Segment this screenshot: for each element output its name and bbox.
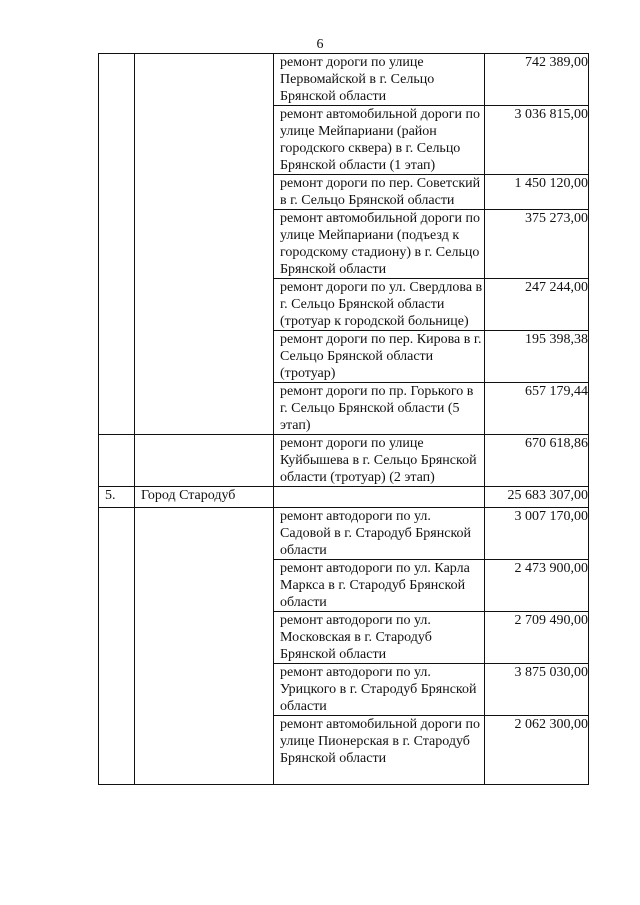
- work-description: ремонт дороги по улице Куйбышева в г. Сельцо Брянской области (тротуар) (2 этап): [274, 435, 485, 487]
- row-number-cell: [99, 508, 135, 785]
- work-description: ремонт автомобильной дороги по улице Мейпариани (район городского сквера) в г. Сельцо Брянской области (1 этап): [274, 106, 485, 175]
- municipality-cell: [135, 435, 274, 487]
- amount-cell: 1 450 120,00: [485, 175, 589, 210]
- amount-cell: 742 389,00: [485, 54, 589, 106]
- table-row: [99, 435, 589, 487]
- work-description: ремонт дороги по пер. Советский в г. Сельцо Брянской области: [274, 175, 485, 210]
- amount-cell: 247 244,00: [485, 279, 589, 331]
- work-description: [274, 487, 485, 508]
- table-row: [99, 508, 589, 560]
- amount-cell: 2 709 490,00: [485, 612, 589, 664]
- amount-cell: 3 875 030,00: [485, 664, 589, 716]
- road-repair-table: [98, 53, 589, 785]
- work-description: ремонт автодороги по ул. Карла Маркса в г. Стародуб Брянской области: [274, 560, 485, 612]
- amount-cell: 670 618,86: [485, 435, 589, 487]
- amount-cell: 657 179,44: [485, 383, 589, 435]
- work-description: ремонт автодороги по ул. Урицкого в г. Стародуб Брянской области: [274, 664, 485, 716]
- amount-cell: 195 398,38: [485, 331, 589, 383]
- amount-cell: 3 036 815,00: [485, 106, 589, 175]
- work-description: ремонт автодороги по ул. Садовой в г. Стародуб Брянской области: [274, 508, 485, 560]
- work-description: ремонт автомобильной дороги по улице Пионерская в г. Стародуб Брянской области: [274, 716, 485, 785]
- work-description: ремонт дороги по пер. Кирова в г. Сельцо Брянской области (тротуар): [274, 331, 485, 383]
- row-number-cell: [99, 54, 135, 435]
- municipality-cell: [135, 54, 274, 435]
- amount-cell: 375 273,00: [485, 210, 589, 279]
- work-description: ремонт автодороги по ул. Московская в г. Стародуб Брянской области: [274, 612, 485, 664]
- section-total-amount: 25 683 307,00: [485, 487, 589, 508]
- row-number-cell: [99, 435, 135, 487]
- amount-cell: 2 062 300,00: [485, 716, 589, 785]
- work-description: ремонт автомобильной дороги по улице Мейпариани (подъезд к городскому стадиону) в г. Сельцо Брянской области: [274, 210, 485, 279]
- amount-cell: 3 007 170,00: [485, 508, 589, 560]
- section-name: Город Стародуб: [135, 487, 274, 508]
- work-description: ремонт дороги по пр. Горького в г. Сельцо Брянской области (5 этап): [274, 383, 485, 435]
- section-total-row: [99, 487, 589, 508]
- section-number: 5.: [99, 487, 135, 508]
- municipality-cell: [135, 508, 274, 785]
- work-description: ремонт дороги по улице Первомайской в г. Сельцо Брянской области: [274, 54, 485, 106]
- page-number: 6: [316, 37, 324, 52]
- amount-cell: 2 473 900,00: [485, 560, 589, 612]
- work-description: ремонт дороги по ул. Свердлова в г. Сельцо Брянской области (тротуар к городской больнице): [274, 279, 485, 331]
- table-row: [99, 54, 589, 106]
